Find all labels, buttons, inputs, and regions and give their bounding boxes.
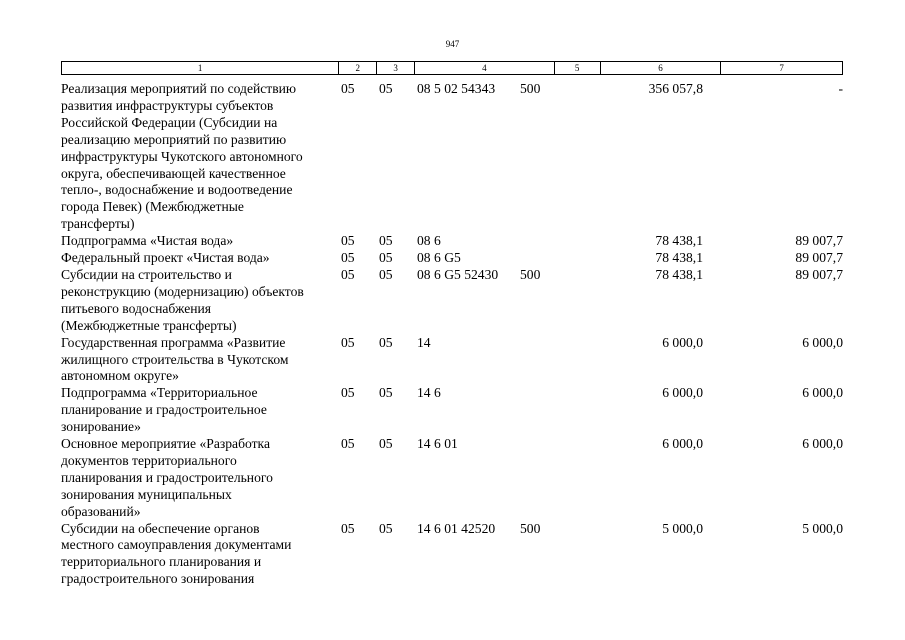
row-sum-col-6: 6 000,0 [662, 436, 703, 452]
row-target-article: 14 6 [417, 385, 441, 401]
table-row [61, 436, 843, 521]
table-row [61, 521, 843, 589]
row-podrazdel: 05 [379, 233, 393, 249]
row-sum-col-6: 6 000,0 [662, 334, 703, 350]
row-sum-col-7: 89 007,7 [795, 266, 843, 282]
table-header [61, 61, 843, 75]
table-row [61, 81, 843, 233]
row-razdel: 05 [341, 334, 355, 350]
row-name-line: территориального планирования и [61, 554, 262, 570]
row-razdel: 05 [341, 266, 355, 282]
header-col-3: 3 [376, 62, 414, 74]
row-target-article: 08 5 02 54343 [417, 81, 496, 96]
row-razdel: 05 [341, 385, 355, 401]
row-podrazdel: 05 [379, 520, 393, 536]
row-sum-col-6: 6 000,0 [662, 385, 703, 401]
row-sum-col-6: 78 438,1 [655, 266, 703, 282]
row-name-line: жилищного строительства в Чукотском [61, 351, 289, 367]
row-podrazdel: 05 [379, 334, 393, 350]
header-col-5: 5 [554, 62, 600, 74]
row-podrazdel: 05 [379, 385, 393, 401]
row-name-line: планирования и градостроительного [61, 469, 273, 485]
row-name-line: местного самоуправления документами [61, 537, 292, 553]
row-razdel: 05 [341, 233, 355, 249]
row-target-article: 14 [417, 334, 431, 350]
row-name-line: Основное мероприятие «Разработка [61, 436, 270, 452]
row-name-line: образований» [61, 503, 141, 519]
row-name [61, 267, 336, 335]
row-podrazdel: 05 [379, 266, 393, 282]
header-col-6: 6 [600, 62, 721, 74]
header-col-7: 7 [720, 62, 842, 74]
row-name-line: градостроительного зонирования [61, 571, 255, 587]
row-sum-col-6: 78 438,1 [655, 250, 703, 266]
row-name-line: тепло-, водоснабжение и водоотведение [61, 182, 293, 198]
row-sum-col-7: 5 000,0 [802, 520, 843, 536]
row-name [61, 335, 336, 386]
row-name-line: округа, обеспечивающей качественное [61, 165, 286, 181]
table-row [61, 385, 843, 436]
row-name-line: планирование и градостроительное [61, 402, 267, 418]
header-col-2: 2 [338, 62, 376, 74]
row-name [61, 521, 336, 589]
row-name-line: зонирование» [61, 419, 141, 435]
row-sum-col-7: 6 000,0 [802, 436, 843, 452]
row-name-line: реконструкцию (модернизацию) объектов [61, 283, 304, 299]
row-sum-col-7: 89 007,7 [795, 250, 843, 266]
row-expense-type: 500 [520, 81, 541, 96]
row-sum-col-6: 78 438,1 [655, 233, 703, 249]
row-name-line: инфраструктуры Чукотского автономного [61, 148, 303, 164]
table-row [61, 335, 843, 386]
row-target-article: 14 6 01 42520 [417, 520, 496, 536]
row-sum-col-7: - [838, 81, 843, 96]
row-razdel: 05 [341, 81, 355, 96]
row-name-line: Федеральный проект «Чистая вода» [61, 250, 270, 266]
row-podrazdel: 05 [379, 436, 393, 452]
table-row [61, 250, 843, 267]
row-sum-col-7: 89 007,7 [795, 233, 843, 249]
row-target-article: 08 6 G5 [417, 250, 461, 266]
row-razdel: 05 [341, 250, 355, 266]
header-col-1: 1 [197, 63, 203, 73]
page-number: 947 [445, 39, 460, 49]
row-name-line: города Певек) (Межбюджетные [61, 199, 244, 215]
row-razdel: 05 [341, 520, 355, 536]
row-name-line: Субсидии на обеспечение органов [61, 520, 260, 536]
row-sum-col-7: 6 000,0 [802, 334, 843, 350]
row-sum-col-7: 6 000,0 [802, 385, 843, 401]
row-name [61, 233, 336, 250]
row-razdel: 05 [341, 436, 355, 452]
header-col-4: 4 [414, 62, 554, 74]
row-name-line: зонирования муниципальных [61, 486, 232, 502]
row-name-line: Государственная программа «Развитие [61, 334, 286, 350]
row-target-article: 08 6 [417, 233, 441, 249]
row-name-line: автономном округе» [61, 368, 179, 384]
row-name-line: Субсидии на строительство и [61, 266, 232, 282]
row-podrazdel: 05 [379, 250, 393, 266]
row-name [61, 385, 336, 436]
row-expense-type: 500 [520, 266, 541, 282]
row-name-line: трансферты) [61, 216, 135, 232]
row-name-line: Реализация мероприятий по содействию [61, 81, 297, 96]
table-row [61, 233, 843, 250]
row-name [61, 250, 336, 267]
row-podrazdel: 05 [379, 81, 393, 96]
row-name-line: реализацию мероприятий по развитию [61, 131, 287, 147]
table-body [61, 81, 843, 588]
row-sum-col-6: 5 000,0 [662, 520, 703, 536]
row-name [61, 436, 336, 521]
row-name-line: питьевого водоснабжения [61, 300, 212, 316]
row-name-line: Российской Федерации (Субсидии на [61, 114, 278, 130]
row-name-line: документов территориального [61, 452, 237, 468]
row-name-line: Подпрограмма «Чистая вода» [61, 233, 234, 249]
row-target-article: 08 6 G5 52430 [417, 266, 499, 282]
row-name-line: Подпрограмма «Территориальное [61, 385, 258, 401]
table-row [61, 267, 843, 335]
row-target-article: 14 6 01 [417, 436, 458, 452]
row-name-line: (Межбюджетные трансферты) [61, 317, 237, 333]
row-sum-col-6: 356 057,8 [648, 81, 703, 96]
row-expense-type: 500 [520, 520, 541, 536]
row-name-line: развития инфраструктуры субъектов [61, 97, 274, 113]
row-name [61, 81, 336, 233]
